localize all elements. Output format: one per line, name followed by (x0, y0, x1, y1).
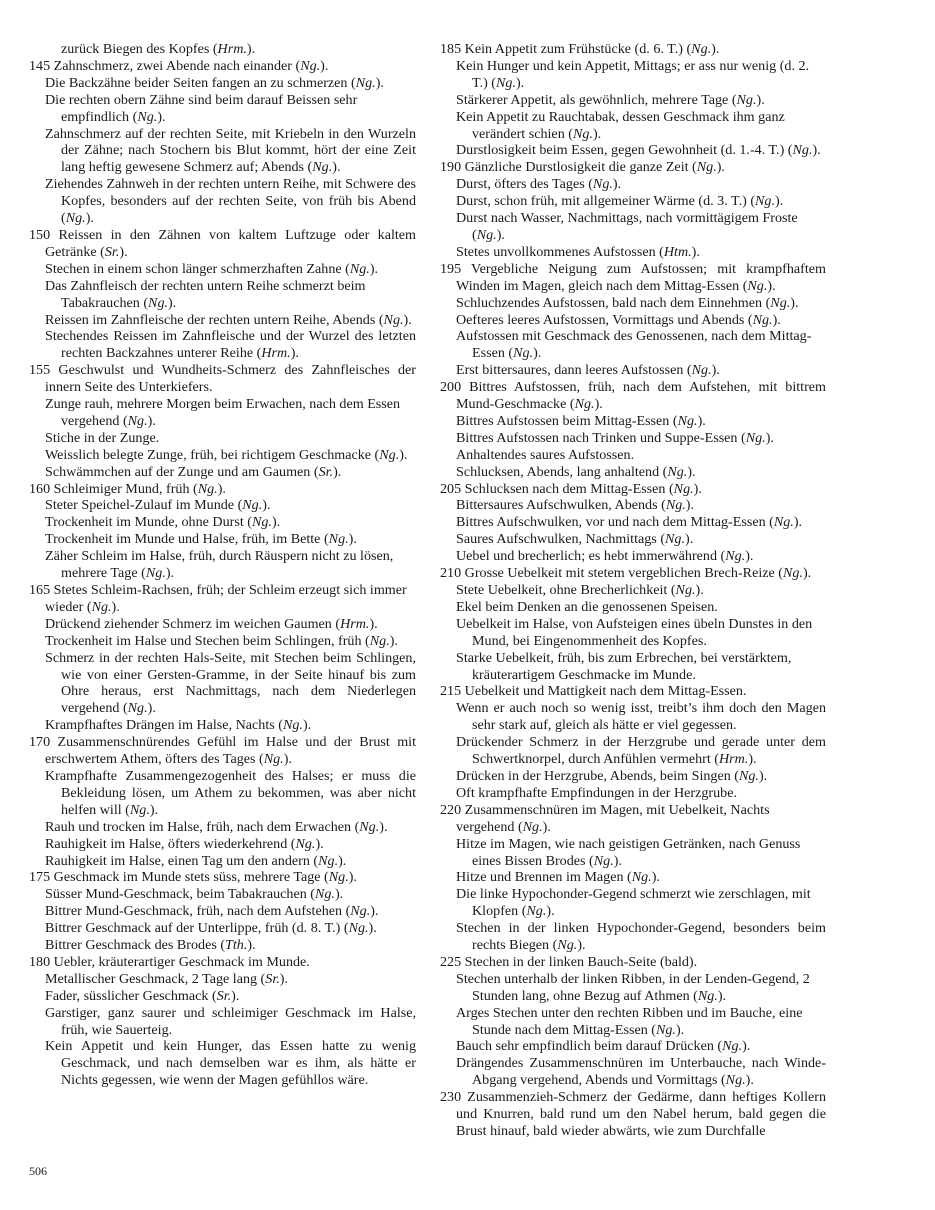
left-column (29, 41, 416, 1089)
symptom-entry: Bittrer Geschmack des Brodes (Tth.). (45, 937, 256, 954)
symptom-entry: 175 Geschmack im Munde stets süss, mehrere Tage (Ng.). (29, 869, 357, 886)
symptom-entry: Krampfhafte Zusammengezogenheit des Halses; er muss die Bekleidung lösen, um Athem zu bekommen, was aber nicht helfen will (Ng.). (45, 767, 416, 818)
symptom-entry: Kein Appetit zu Rauchtabak, dessen Geschmack ihm ganz verändert schien (Ng.). (456, 108, 785, 142)
symptom-entry: Kein Appetit und kein Hunger, das Essen hatte zu wenig Geschmack, und nach demselben war es ihm, als hätte er Nichts gegessen, wie wenn der Magen gefühllos wäre. (45, 1038, 416, 1089)
symptom-entry: Die rechten obern Zähne sind beim darauf Beissen sehr empfindlich (Ng.). (45, 91, 358, 125)
symptom-entry: Ziehendes Zahnweh in der rechten untern Reihe, mit Schwere des Kopfes, besonders auf der rechten Seite, von früh bis Abend (Ng.). (45, 176, 417, 227)
symptom-entry: Die Backzähne beider Seiten fangen an zu schmerzen (Ng.). (45, 74, 384, 91)
symptom-entry: Bittres Aufschwulken, vor und nach dem Mittag-Essen (Ng.). (456, 514, 803, 531)
symptom-entry: Reissen im Zahnfleische der rechten untern Reihe, Abends (Ng.). (45, 311, 412, 328)
symptom-entry: Zunge rauh, mehrere Morgen beim Erwachen, nach dem Essen vergehend (Ng.). (45, 396, 401, 429)
symptom-entry: Zäher Schleim im Halse, früh, durch Räuspern nicht zu lösen, mehrere Tage (Ng.). (45, 548, 394, 582)
symptom-entry: Schwämmchen auf der Zunge und am Gaumen (Sr.). (45, 463, 342, 480)
symptom-entry: Durstlosigkeit beim Essen, gegen Gewohnheit (d. 1.-4. T.) (Ng.). (456, 142, 821, 159)
symptom-entry: Schlucksen, Abends, lang anhaltend (Ng.). (456, 463, 696, 480)
symptom-entry: Stechen unterhalb der linken Ribben, in der Lenden-Gegend, 2 Stunden lang, ohne Bezug auf Athmen (Ng.). (456, 970, 810, 1004)
symptom-entry: 165 Stetes Schleim-Rachsen, früh; der Schleim erzeugt sich immer wieder (Ng.). (29, 582, 407, 615)
symptom-entry: Bittres Aufstossen beim Mittag-Essen (Ng.). (456, 412, 706, 429)
symptom-entry: Oft krampfhafte Empfindungen in der Herzgrube. (456, 784, 737, 801)
symptom-entry: Durst, schon früh, mit allgemeiner Wärme (d. 3. T.) (Ng.). (456, 193, 784, 210)
symptom-entry: Trockenheit im Munde, ohne Durst (Ng.). (45, 514, 281, 531)
symptom-entry: Uebelkeit im Halse, von Aufsteigen eines übeln Dunstes in den Mund, bei Eingenommenheit des Kopfes. (456, 615, 813, 649)
symptom-entry: Fader, süsslicher Geschmack (Sr.). (45, 987, 240, 1004)
symptom-entry: Drückend ziehender Schmerz im weichen Gaumen (Hrm.). (45, 615, 378, 632)
symptom-entry: 145 Zahnschmerz, zwei Abende nach einander (Ng.). (29, 57, 329, 74)
symptom-entry: Drückender Schmerz in der Herzgrube und gerade unter dem Schwertknorpel, durch Anfühlen vermehrt (Hrm.). (456, 734, 826, 768)
symptom-entry: Arges Stechen unter den rechten Ribben und im Bauche, eine Stunde nach dem Mittag-Essen (Ng.). (456, 1004, 803, 1038)
symptom-entry: Zahnschmerz auf der rechten Seite, mit Kriebeln in den Wurzeln der Zähne; nach Stochern bis Blut kommt, hört der eine Zeit lang heftig gewesene Schmerz auf; Abends (Ng.). (45, 125, 416, 176)
symptom-entry: 185 Kein Appetit zum Frühstücke (d. 6. T.) (Ng.). (440, 41, 720, 57)
symptom-entry: Drücken in der Herzgrube, Abends, beim Singen (Ng.). (456, 767, 768, 784)
symptom-entry: Stetes unvollkommenes Aufstossen (Htm.). (456, 243, 700, 260)
symptom-entry: Durst nach Wasser, Nachmittags, nach vormittägigem Froste (Ng.). (456, 210, 798, 243)
symptom-entry: Erst bittersaures, dann leeres Aufstossen (Ng.). (456, 362, 720, 379)
symptom-entry: 150 Reissen in den Zähnen von kaltem Luftzuge oder kaltem Getränke (Sr.). (29, 226, 416, 260)
symptom-entry: 200 Bittres Aufstossen, früh, nach dem Aufstehen, mit bittrem Mund-Geschmacke (Ng.). (440, 379, 826, 413)
symptom-entry: Das Zahnfleisch der rechten untern Reihe schmerzt beim Tabakrauchen (Ng.). (45, 277, 366, 311)
symptom-entry: Bittersaures Aufschwulken, Abends (Ng.). (456, 497, 695, 514)
right-column (440, 41, 826, 1140)
symptom-entry: 210 Grosse Uebelkeit mit stetem vergeblichen Brech-Reize (Ng.). (440, 565, 812, 582)
symptom-entry: zurück Biegen des Kopfes (Hrm.). (61, 41, 256, 57)
symptom-entry: Stiche in der Zunge. (45, 429, 160, 446)
symptom-entry: 215 Uebelkeit und Mattigkeit nach dem Mittag-Essen. (440, 683, 747, 700)
symptom-entry: Schmerz in der rechten Hals-Seite, mit Stechen beim Schlingen, wie von einer Gersten-Gramme, in der Seite hinauf bis zum Ohre heraus, erst Nachmittags, nach dem Niederlegen vergehend (Ng.). (45, 649, 416, 717)
page-number: 506 (29, 1164, 47, 1178)
symptom-entry: 160 Schleimiger Mund, früh (Ng.). (29, 480, 226, 497)
symptom-entry: 205 Schlucksen nach dem Mittag-Essen (Ng.). (440, 480, 702, 497)
symptom-entry: Anhaltendes saures Aufstossen. (456, 446, 635, 463)
symptom-entry: Drängendes Zusammenschnüren im Unterbauche, nach Winde-Abgang vergehend, Abends und Vormittags (Ng.). (456, 1055, 826, 1089)
symptom-entry: 230 Zusammenzieh-Schmerz der Gedärme, dann heftiges Kollern und Knurren, bald rund um den Nabel herum, bald gegen die Brust hinauf, bald wieder abwärts, wie zum Durchfalle (440, 1089, 826, 1139)
symptom-entry: Bittrer Mund-Geschmack, früh, nach dem Aufstehen (Ng.). (45, 903, 379, 920)
symptom-entry: Bauch sehr empfindlich beim darauf Drücken (Ng.). (456, 1038, 751, 1055)
symptom-entry: Wenn er auch noch so wenig isst, treibt’s ihm doch den Magen sehr stark auf, gleich als hätte er viel gegessen. (456, 700, 826, 734)
symptom-entry: 190 Gänzliche Durstlosigkeit die ganze Zeit (Ng.). (440, 159, 725, 176)
symptom-entry: Steter Speichel-Zulauf im Munde (Ng.). (45, 497, 271, 514)
symptom-entry: Rauhigkeit im Halse, öfters wiederkehrend (Ng.). (45, 835, 324, 852)
symptom-entry: Die linke Hypochonder-Gegend schmerzt wie zerschlagen, mit Klopfen (Ng.). (456, 886, 811, 920)
symptom-entry: Weisslich belegte Zunge, früh, bei richtigem Geschmacke (Ng.). (45, 446, 408, 463)
symptom-entry: Starke Uebelkeit, früh, bis zum Erbrechen, bei verstärktem, kräuterartigem Geschmacke im Munde. (456, 649, 792, 683)
symptom-entry: Hitze im Magen, wie nach geistigen Getränken, nach Genuss eines Bissen Brodes (Ng.). (456, 835, 801, 869)
symptom-entry: Stärkerer Appetit, als gewöhnlich, mehrere Tage (Ng.). (456, 91, 765, 108)
symptom-entry: 195 Vergebliche Neigung zum Aufstossen; mit krampfhaftem Winden im Magen, gleich nach dem Mittag-Essen (Ng.). (440, 260, 826, 294)
symptom-entry: Stechen in einem schon länger schmerzhaften Zahne (Ng.). (45, 260, 379, 277)
symptom-entry: Hitze und Brennen im Magen (Ng.). (456, 869, 660, 886)
symptom-entry: Rauhigkeit im Halse, einen Tag um den andern (Ng.). (45, 852, 347, 869)
symptom-entry: Oefteres leeres Aufstossen, Vormittags und Abends (Ng.). (456, 311, 781, 328)
symptom-entry: 170 Zusammenschnürendes Gefühl im Halse und der Brust mit erschwertem Athem, öfters des Tages (Ng.). (29, 734, 416, 768)
symptom-entry: Ekel beim Denken an die genossenen Speisen. (456, 598, 718, 615)
symptom-entry: Schluchzendes Aufstossen, bald nach dem Einnehmen (Ng.). (456, 294, 799, 311)
symptom-entry: Garstiger, ganz saurer und schleimiger Geschmack im Halse, früh, wie Sauerteig. (45, 1004, 416, 1038)
symptom-entry: 225 Stechen in der linken Bauch-Seite (bald). (440, 953, 698, 970)
symptom-entry: Durst, öfters des Tages (Ng.). (456, 176, 622, 193)
symptom-entry: Stechen in der linken Hypochonder-Gegend, besonders beim rechts Biegen (Ng.). (456, 920, 826, 954)
symptom-entry: Kein Hunger und kein Appetit, Mittags; er ass nur wenig (d. 2. T.) (Ng.). (456, 57, 810, 91)
symptom-entry: Saures Aufschwulken, Nachmittags (Ng.). (456, 531, 694, 548)
symptom-entry: Rauh und trocken im Halse, früh, nach dem Erwachen (Ng.). (45, 818, 388, 835)
symptom-entry: Aufstossen mit Geschmack des Genossenen, nach dem Mittag-Essen (Ng.). (456, 328, 812, 362)
symptom-entry: Trockenheit im Halse und Stechen beim Schlingen, früh (Ng.). (45, 632, 398, 649)
symptom-entry: Süsser Mund-Geschmack, beim Tabakrauchen (Ng.). (45, 886, 344, 903)
symptom-entry: Bittres Aufstossen nach Trinken und Suppe-Essen (Ng.). (456, 429, 774, 446)
symptom-entry: Stechendes Reissen im Zahnfleische und der Wurzel des letzten rechten Backzahnes unterer Reihe (Hrm.). (45, 328, 416, 362)
symptom-entry: Metallischer Geschmack, 2 Tage lang (Sr.). (45, 970, 288, 987)
symptom-entry: Uebel und brecherlich; es hebt immerwährend (Ng.). (456, 548, 754, 565)
symptom-entry: 155 Geschwulst und Wundheits-Schmerz des Zahnfleisches der innern Seite des Unterkiefers. (29, 362, 416, 396)
symptom-entry: 180 Uebler, kräuterartiger Geschmack im Munde. (29, 953, 310, 970)
symptom-entry: Bittrer Geschmack auf der Unterlippe, früh (d. 8. T.) (Ng.). (45, 920, 377, 937)
symptom-entry: 220 Zusammenschnüren im Magen, mit Uebelkeit, Nachts vergehend (Ng.). (440, 801, 770, 835)
symptom-entry: Stete Uebelkeit, ohne Brecherlichkeit (Ng.). (456, 582, 704, 598)
symptom-entry: Trockenheit im Munde und Halse, früh, im Bette (Ng.). (45, 531, 357, 548)
symptom-entry: Krampfhaftes Drängen im Halse, Nachts (Ng.). (45, 717, 312, 734)
